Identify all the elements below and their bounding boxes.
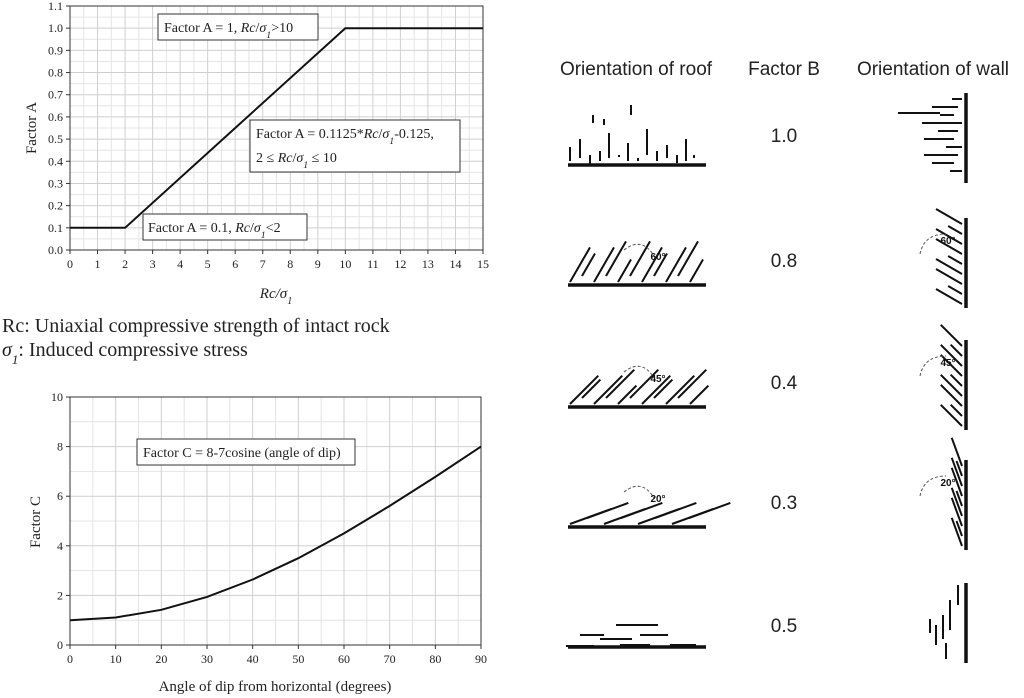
x-tick-label: 40 xyxy=(246,652,259,666)
y-tick-label: 1.1 xyxy=(48,0,63,13)
joint-stroke xyxy=(630,241,650,276)
joint-stroke xyxy=(951,405,962,416)
header-wall: Orientation of wall xyxy=(856,59,1010,80)
y-tick-label: 0.8 xyxy=(48,65,63,80)
grid-lines xyxy=(70,397,481,645)
y-tick-label: 0.0 xyxy=(48,243,63,257)
x-tick-label: 14 xyxy=(449,257,462,271)
wall-diagram xyxy=(898,93,966,183)
x-tick-label: 0 xyxy=(67,257,73,271)
joint-stroke xyxy=(941,385,962,406)
y-tick-label: 0.5 xyxy=(48,132,63,147)
joint-stroke xyxy=(948,286,962,294)
x-tick-label: 7 xyxy=(259,257,266,271)
joint-stroke xyxy=(666,247,686,282)
factor-b-value: 0.3 xyxy=(770,493,798,514)
annotation-slope: Factor $A = 0.1125*Rc/\sigma_1-0.125$, xyxy=(256,127,434,147)
wall-diagram xyxy=(920,325,966,430)
x-tick-label: 20 xyxy=(155,652,168,666)
y-tick-label: 4 xyxy=(57,538,63,553)
x-tick-label: 30 xyxy=(201,652,213,666)
joint-stroke xyxy=(936,209,962,224)
x-tick-label: 80 xyxy=(429,652,442,666)
joint-stroke xyxy=(951,345,962,356)
y-tick-label: 2 xyxy=(57,588,63,603)
factor-b-table xyxy=(560,59,1009,663)
y-tick-label: 0.9 xyxy=(48,43,63,58)
x-tick-label: 6 xyxy=(232,257,239,271)
x-tick-label: 3 xyxy=(149,257,156,271)
x-tick-label: 90 xyxy=(475,652,487,666)
wall-angle-label: 45° xyxy=(940,358,956,369)
wall-angle-label: 60° xyxy=(940,236,956,247)
roof-diagram xyxy=(568,366,708,407)
y-tick-label: 0.1 xyxy=(48,220,63,235)
joint-stroke xyxy=(690,386,708,404)
joint-stroke xyxy=(618,259,631,282)
x-tick-label: 50 xyxy=(292,652,305,666)
wall-diagram xyxy=(920,209,966,308)
notes-block xyxy=(2,315,390,367)
joint-stroke xyxy=(948,256,962,264)
factor-row xyxy=(566,583,966,663)
wall-diagram xyxy=(930,583,966,663)
factor-b-value: 0.5 xyxy=(770,616,798,637)
y-tick-label: 8 xyxy=(57,439,63,454)
x-tick-label: 13 xyxy=(421,257,434,271)
annotation-slope-range: $2 \le Rc/\sigma_1 \le 10$ xyxy=(256,151,337,171)
y-axis-label: Factor C xyxy=(28,495,44,549)
joint-stroke xyxy=(689,503,730,518)
factor-row xyxy=(568,438,966,550)
x-tick-label: 60 xyxy=(338,652,350,666)
factor-c-chart xyxy=(28,390,487,695)
x-tick-label: 2 xyxy=(122,257,129,271)
y-tick-label: 0.3 xyxy=(48,176,63,191)
x-tick-label: 1 xyxy=(94,257,101,271)
factor-row xyxy=(568,209,966,308)
header-factor-b: Factor B xyxy=(748,59,820,80)
y-tick-label: 0.4 xyxy=(48,154,63,169)
x-tick-label: 15 xyxy=(477,257,489,271)
x-tick-label: 10 xyxy=(109,652,122,666)
joint-stroke xyxy=(594,376,622,404)
joint-stroke xyxy=(606,370,634,398)
factor-row xyxy=(568,93,966,183)
x-axis-label: Angle of dip from horizontal (degrees) xyxy=(158,679,392,695)
factor-b-value: 1.0 xyxy=(770,126,798,147)
note-rc: Rc: Uniaxial compressive strength of intact rock xyxy=(2,315,390,337)
annotation-formula: Factor C = 8-7cosine (angle of dip) xyxy=(143,446,341,461)
joint-stroke xyxy=(951,375,962,386)
joint-stroke xyxy=(941,325,962,346)
roof-diagram xyxy=(566,625,706,647)
x-tick-label: 0 xyxy=(67,652,73,666)
y-tick-label: 6 xyxy=(57,489,63,504)
factor-b-value: 0.8 xyxy=(770,251,798,272)
joint-stroke xyxy=(666,376,694,404)
joint-stroke xyxy=(948,226,962,234)
wall-angle-label: 20° xyxy=(940,478,956,489)
note-sigma: $\sigma_1$: Induced compressive stress xyxy=(2,339,248,367)
joint-stroke xyxy=(621,503,662,518)
x-axis-label: $Rc/\sigma_1$ xyxy=(259,286,293,307)
y-axis-label: Factor A xyxy=(24,101,40,155)
wall-diagram xyxy=(920,438,966,550)
factor-b-value: 0.4 xyxy=(770,373,798,394)
x-tick-label: 12 xyxy=(394,257,407,271)
roof-diagram xyxy=(568,241,706,285)
x-tick-label: 8 xyxy=(287,257,294,271)
y-tick-label: 0.2 xyxy=(48,198,63,213)
joint-stroke xyxy=(594,247,614,282)
y-tick-label: 10 xyxy=(51,390,63,404)
joint-stroke xyxy=(678,241,698,276)
joint-stroke xyxy=(570,247,590,282)
roof-angle-label: 60° xyxy=(650,252,666,263)
roof-angle-label: 20° xyxy=(650,494,666,505)
x-tick-label: 9 xyxy=(314,257,321,271)
x-tick-label: 5 xyxy=(204,257,211,271)
joint-stroke xyxy=(570,376,598,404)
x-tick-label: 11 xyxy=(367,257,379,271)
factor-row xyxy=(568,325,966,430)
y-tick-label: 1.0 xyxy=(48,21,63,36)
roof-angle-label: 45° xyxy=(650,374,666,385)
header-roof: Orientation of roof xyxy=(559,59,713,80)
y-tick-label: 0 xyxy=(57,638,63,652)
y-tick-label: 0.7 xyxy=(48,87,63,102)
annotation-upper: Factor A = 1, $Rc/\sigma_1>10$ xyxy=(164,21,294,41)
y-tick-label: 0.6 xyxy=(48,109,63,124)
roof-diagram xyxy=(568,486,730,527)
joint-stroke xyxy=(690,259,703,282)
joint-stroke xyxy=(606,241,626,276)
joint-stroke xyxy=(587,503,628,518)
x-tick-label: 10 xyxy=(339,257,352,271)
joint-stroke xyxy=(941,405,962,426)
factor-a-chart xyxy=(24,0,489,307)
roof-diagram xyxy=(568,105,706,165)
annotation-lower: Factor A = 0.1, $Rc/\sigma_1<2$ xyxy=(148,221,281,241)
x-tick-label: 70 xyxy=(383,652,396,666)
x-tick-label: 4 xyxy=(177,257,184,271)
joint-stroke xyxy=(678,370,706,398)
joint-stroke xyxy=(941,375,962,396)
joint-stroke xyxy=(655,503,696,518)
